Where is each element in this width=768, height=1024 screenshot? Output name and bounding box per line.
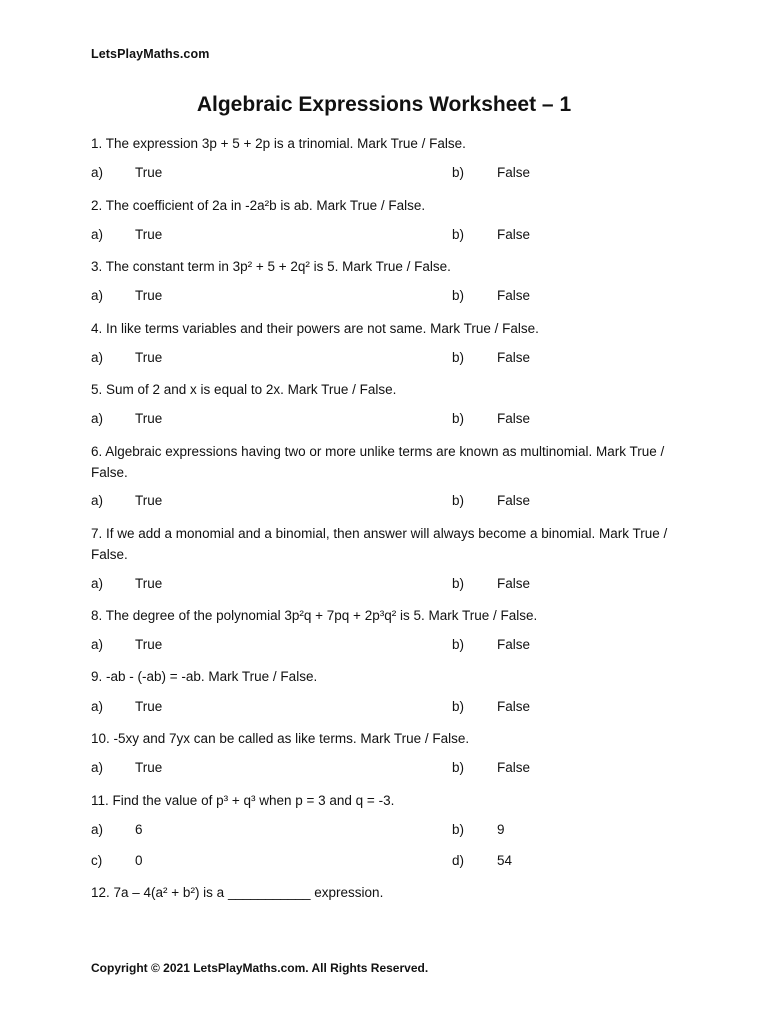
option-text: 54 (497, 853, 513, 868)
option-letter: b) (452, 493, 465, 508)
option-text: False (497, 699, 531, 714)
option-letter: a) (91, 350, 104, 365)
option-letter: a) (91, 493, 104, 508)
option-text: False (497, 411, 531, 426)
option-text: True (135, 760, 163, 775)
option-letter: a) (91, 288, 104, 303)
option-letter: b) (452, 760, 465, 775)
option-text: False (497, 350, 531, 365)
option-letter: a) (91, 411, 104, 426)
option-text: True (135, 165, 163, 180)
option-text: True (135, 411, 163, 426)
question-text: 5. Sum of 2 and x is equal to 2x. Mark True / False. (91, 382, 397, 397)
option-text: True (135, 637, 163, 652)
option-letter: b) (452, 165, 465, 180)
option-letter: a) (91, 576, 104, 591)
option-letter: b) (452, 699, 465, 714)
option-letter: a) (91, 699, 104, 714)
option-text: True (135, 350, 163, 365)
question-text: 9. -ab - (-ab) = -ab. Mark True / False. (91, 669, 318, 684)
option-text: False (497, 165, 531, 180)
option-text: True (135, 699, 163, 714)
question-text: 10. -5xy and 7yx can be called as like terms. Mark True / False. (91, 731, 470, 746)
option-letter: a) (91, 637, 104, 652)
option-letter: a) (91, 227, 104, 242)
option-text: 6 (135, 822, 143, 837)
question-text: 3. The constant term in 3p² + 5 + 2q² is 5. Mark True / False. (91, 259, 451, 274)
option-letter: b) (452, 350, 465, 365)
option-text: False (497, 493, 531, 508)
option-letter: b) (452, 227, 465, 242)
option-text: 9 (497, 822, 505, 837)
option-text: False (497, 288, 531, 303)
question-text: 2. The coefficient of 2a in -2a²b is ab. Mark True / False. (91, 198, 426, 213)
option-letter: b) (452, 288, 465, 303)
question-text: 4. In like terms variables and their powers are not same. Mark True / False. (91, 321, 539, 336)
option-letter: b) (452, 576, 465, 591)
option-text: False (497, 227, 531, 242)
option-text: False (497, 637, 531, 652)
option-letter: a) (91, 822, 104, 837)
option-text: 0 (135, 853, 143, 868)
option-text: True (135, 227, 163, 242)
option-text: True (135, 493, 163, 508)
option-letter: a) (91, 760, 104, 775)
option-text: True (135, 576, 163, 591)
option-text: True (135, 288, 163, 303)
option-letter: b) (452, 411, 465, 426)
question-text: 6. Algebraic expressions having two or more unlike terms are known as multinomial. Mark True / False. (91, 444, 665, 480)
worksheet-title: Algebraic Expressions Worksheet – 1 (196, 93, 572, 116)
question-text: 8. The degree of the polynomial 3p²q + 7pq + 2p³q² is 5. Mark True / False. (91, 608, 538, 623)
option-letter: c) (91, 853, 103, 868)
option-letter: a) (91, 165, 104, 180)
question-text: 1. The expression 3p + 5 + 2p is a trinomial. Mark True / False. (91, 136, 466, 151)
question-text: 11. Find the value of p³ + q³ when p = 3 and q = -3. (91, 793, 395, 808)
copyright-footer: Copyright © 2021 LetsPlayMaths.com. All Rights Reserved. (91, 961, 429, 975)
option-text: False (497, 576, 531, 591)
question-text: 7. If we add a monomial and a binomial, then answer will always become a binomial. Mark True / False. (91, 526, 668, 562)
option-letter: d) (452, 853, 465, 868)
option-letter: b) (452, 637, 465, 652)
site-brand: LetsPlayMaths.com (91, 47, 210, 61)
option-letter: b) (452, 822, 465, 837)
question-text: 12. 7a – 4(a² + b²) is a ___________ expression. (91, 885, 384, 900)
option-text: False (497, 760, 531, 775)
